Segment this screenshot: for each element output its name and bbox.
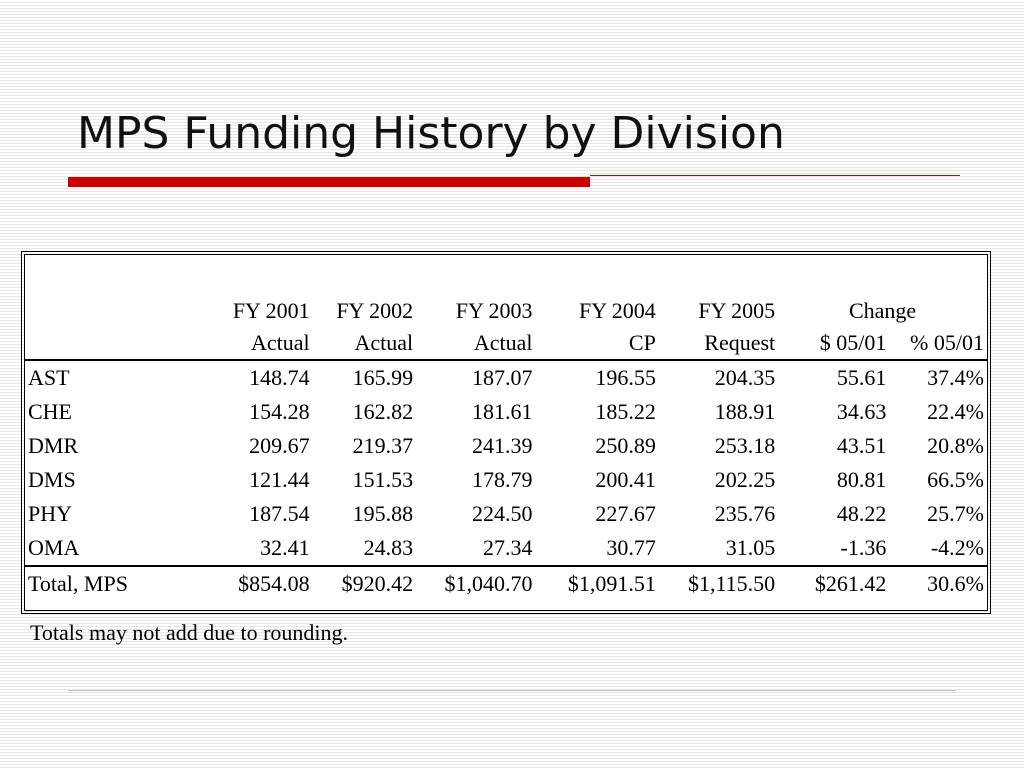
header-cell: Actual bbox=[250, 330, 310, 355]
table-cell: 188.91 bbox=[714, 399, 776, 424]
table-cell: 20.8% bbox=[927, 433, 984, 458]
table-cell: 66.5% bbox=[927, 467, 984, 492]
row-label: PHY bbox=[28, 501, 73, 526]
row-label: OMA bbox=[28, 535, 80, 560]
table-cell: 22.4% bbox=[927, 399, 984, 424]
header-cell: CP bbox=[628, 330, 656, 355]
table-cell: 227.67 bbox=[595, 501, 656, 526]
funding-table bbox=[25, 295, 987, 601]
table-cell: 31.05 bbox=[725, 535, 776, 560]
header-cell-fy2003: FY 2003 bbox=[455, 298, 533, 323]
table-cell: 43.51 bbox=[836, 433, 887, 458]
row-label: AST bbox=[25, 360, 194, 395]
table-cell: 148.74 bbox=[194, 360, 313, 395]
header-cell-fy2005: FY 2005 bbox=[698, 298, 776, 323]
table-cell: 178.79 bbox=[472, 467, 533, 492]
header-cell bbox=[25, 327, 194, 360]
header-cell: Actual bbox=[354, 330, 414, 355]
total-cell: $854.08 bbox=[194, 566, 313, 601]
header-cell-fy2001: FY 2001 bbox=[232, 298, 310, 323]
table-cell: 187.07 bbox=[416, 360, 535, 395]
page-title: MPS Funding History by Division bbox=[77, 108, 785, 159]
header-cell-fy2004: FY 2004 bbox=[579, 298, 656, 323]
header-cell-change: Change bbox=[848, 298, 917, 323]
table-cell: 121.44 bbox=[249, 467, 310, 492]
row-label-total: Total, MPS bbox=[25, 566, 194, 601]
table-cell: 224.50 bbox=[472, 501, 533, 526]
table-cell: 48.22 bbox=[836, 501, 887, 526]
header-cell: % 05/01 bbox=[910, 330, 984, 355]
table-cell: 181.61 bbox=[472, 399, 533, 424]
table-cell: 34.63 bbox=[836, 399, 887, 424]
total-cell: $1,091.51 bbox=[536, 566, 659, 601]
table-cell: 151.53 bbox=[352, 467, 414, 492]
title-underline-thick bbox=[68, 177, 590, 187]
table-cell: 185.22 bbox=[595, 399, 656, 424]
header-cell: Request bbox=[704, 330, 776, 355]
table-cell: 187.54 bbox=[249, 501, 310, 526]
total-cell: $1,115.50 bbox=[659, 566, 778, 601]
table-cell: 80.81 bbox=[836, 467, 887, 492]
table-cell: 219.37 bbox=[352, 433, 414, 458]
table-cell: 24.83 bbox=[363, 535, 414, 560]
funding-table-frame bbox=[24, 254, 988, 611]
footer-divider bbox=[68, 690, 956, 691]
table-row-oma bbox=[25, 531, 987, 566]
table-cell: -4.2% bbox=[930, 535, 984, 560]
table-cell: 204.35 bbox=[659, 360, 778, 395]
header-cell: Actual bbox=[473, 330, 533, 355]
total-cell: $920.42 bbox=[313, 566, 417, 601]
table-row-ast bbox=[25, 360, 987, 395]
row-label: DMS bbox=[28, 467, 76, 492]
row-label: DMR bbox=[28, 433, 79, 458]
table-cell: 37.4% bbox=[889, 360, 987, 395]
table-cell: 165.99 bbox=[313, 360, 417, 395]
table-row-total bbox=[25, 566, 987, 601]
table-cell: 32.41 bbox=[260, 535, 310, 560]
table-cell: 30.77 bbox=[606, 535, 656, 560]
row-label: CHE bbox=[28, 399, 72, 424]
rounding-note: Totals may not add due to rounding. bbox=[30, 620, 349, 645]
table-cell: 202.25 bbox=[714, 467, 776, 492]
table-row-phy bbox=[25, 497, 987, 531]
header-cell: $ 05/01 bbox=[819, 330, 887, 355]
table-cell: 162.82 bbox=[352, 399, 414, 424]
table-row-dmr bbox=[25, 429, 987, 463]
title-underline-thin bbox=[590, 175, 960, 176]
table-cell: 253.18 bbox=[714, 433, 776, 458]
table-cell: 25.7% bbox=[927, 501, 984, 526]
table-cell: 196.55 bbox=[536, 360, 659, 395]
total-cell: $261.42 bbox=[778, 566, 889, 601]
table-cell: 209.67 bbox=[249, 433, 310, 458]
header-row-years bbox=[25, 295, 987, 327]
header-cell-fy2002: FY 2002 bbox=[336, 298, 414, 323]
table-cell: 241.39 bbox=[472, 433, 533, 458]
total-cell: $1,040.70 bbox=[416, 566, 535, 601]
header-cell bbox=[25, 295, 194, 327]
table-cell: -1.36 bbox=[840, 535, 887, 560]
table-cell: 235.76 bbox=[714, 501, 776, 526]
table-cell: 154.28 bbox=[249, 399, 310, 424]
total-cell: 30.6% bbox=[889, 566, 987, 601]
table-row-che bbox=[25, 395, 987, 429]
table-row-dms bbox=[25, 463, 987, 497]
table-cell: 250.89 bbox=[595, 433, 656, 458]
header-row-types bbox=[25, 327, 987, 360]
table-cell: 27.34 bbox=[483, 535, 533, 560]
table-cell: 195.88 bbox=[352, 501, 414, 526]
table-cell: 200.41 bbox=[595, 467, 656, 492]
table-cell: 55.61 bbox=[778, 360, 889, 395]
